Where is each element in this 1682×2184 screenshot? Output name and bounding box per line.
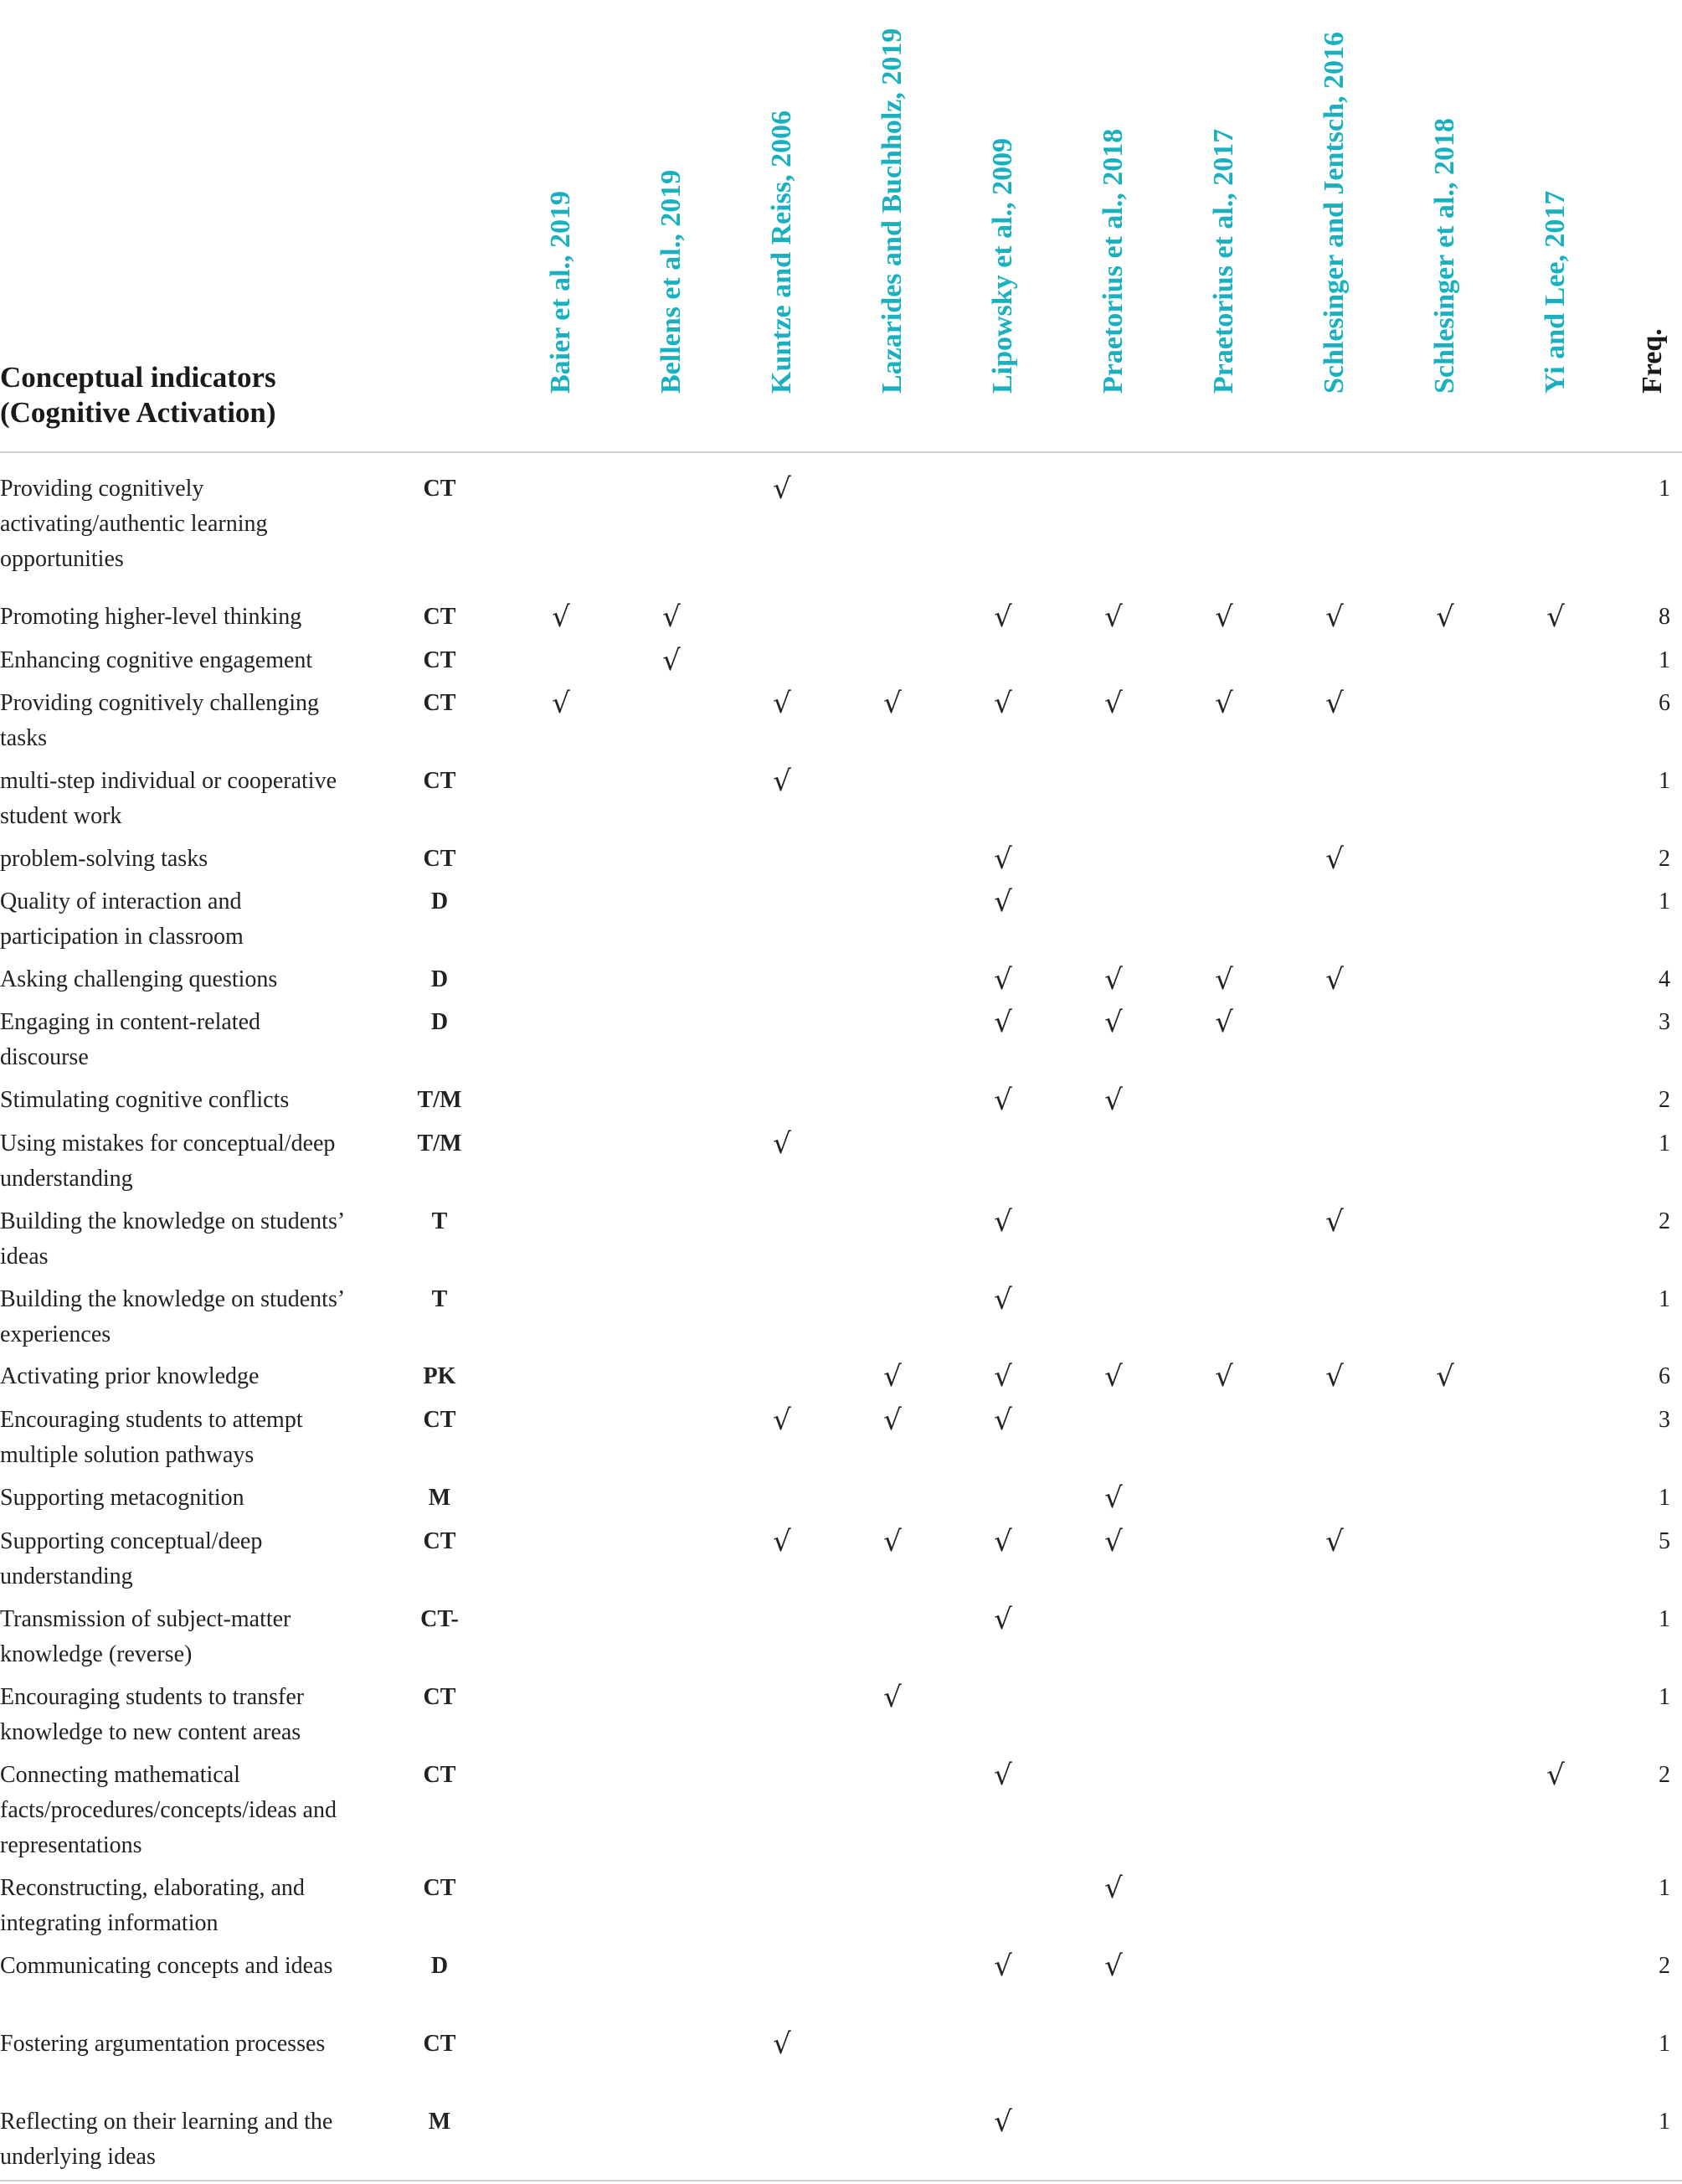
check-mark: √ xyxy=(994,687,1012,720)
table-row xyxy=(0,1481,1682,1516)
table-row xyxy=(0,1126,1682,1197)
table-header xyxy=(0,0,1682,452)
indicator-label: Connecting mathematical facts/procedures/concepts/ideas and representations xyxy=(0,1762,337,1858)
frequency-value: 2 xyxy=(1659,1953,1670,1979)
check-mark: √ xyxy=(773,1404,791,1437)
column-header-author: Lazarides and Buchholz, xyxy=(877,92,908,394)
check-mark: √ xyxy=(994,1360,1012,1393)
check-mark: √ xyxy=(1104,1950,1123,1983)
indicator-label: Building the knowledge on students’ ideas xyxy=(0,1208,344,1270)
column-header-author: Yi and Lee, xyxy=(1540,255,1571,394)
check-mark: √ xyxy=(1436,1360,1454,1393)
check-mark: √ xyxy=(994,1525,1012,1558)
indicator-code: CT xyxy=(423,1684,456,1710)
indicator-code: CT xyxy=(423,604,456,630)
frequency-value: 4 xyxy=(1659,966,1670,992)
check-mark: √ xyxy=(994,885,1012,919)
indicator-label: Transmission of subject-matter knowledge (reverse) xyxy=(0,1606,291,1667)
indicator-label: Providing cognitively challenging tasks xyxy=(0,690,320,751)
check-mark: √ xyxy=(1325,1360,1344,1393)
frequency-value: 6 xyxy=(1659,1363,1670,1389)
indicator-code: T xyxy=(431,1286,448,1312)
indicator-label: Asking challenging questions xyxy=(0,966,278,992)
frequency-value: 1 xyxy=(1659,1875,1670,1901)
check-mark: √ xyxy=(994,1084,1012,1117)
table-row xyxy=(0,962,1682,997)
frequency-value: 2 xyxy=(1659,1087,1670,1113)
column-header-author: Schlesinger and Jentsch, xyxy=(1319,95,1350,394)
frequency-value: 1 xyxy=(1659,1286,1670,1312)
frequency-value: 6 xyxy=(1659,690,1670,716)
check-mark: √ xyxy=(773,687,791,720)
table-row xyxy=(0,1083,1682,1118)
table-title xyxy=(0,360,276,430)
check-mark: √ xyxy=(1215,1360,1233,1393)
column-header-author: Schlesinger et al., xyxy=(1429,182,1460,394)
indicator-code: M xyxy=(428,1485,451,1511)
table-row xyxy=(0,1524,1682,1594)
table-row xyxy=(0,686,1682,756)
frequency-value: 1 xyxy=(1659,1131,1670,1156)
indicator-label: Supporting conceptual/deep understanding xyxy=(0,1528,263,1589)
indicator-code: D xyxy=(430,966,449,992)
indicator-code: PK xyxy=(423,1363,456,1389)
check-mark: √ xyxy=(994,1404,1012,1437)
indicator-label: Building the knowledge on students’ experiences xyxy=(0,1286,344,1347)
check-mark: √ xyxy=(552,687,570,720)
indicator-label: Using mistakes for conceptual/deep understanding xyxy=(0,1131,336,1192)
check-mark: √ xyxy=(994,600,1012,634)
indicator-label: Activating prior knowledge xyxy=(0,1363,260,1389)
frequency-value: 5 xyxy=(1659,1528,1670,1554)
table-row xyxy=(0,1949,1682,2019)
indicator-label: Stimulating cognitive conflicts xyxy=(0,1087,290,1113)
check-mark: √ xyxy=(994,1006,1012,1039)
column-header-author: Bellens et al., xyxy=(656,234,687,394)
check-mark: √ xyxy=(773,2027,791,2061)
indicator-code: D xyxy=(430,889,449,914)
column-header-author: Praetorius et al., xyxy=(1208,193,1239,394)
indicator-label: Reconstructing, elaborating, and integrating information xyxy=(0,1875,305,1936)
indicator-code: CT xyxy=(423,846,456,872)
table-row xyxy=(0,471,1682,577)
check-mark: √ xyxy=(1325,600,1344,634)
column-header-year: 2017 xyxy=(1540,190,1571,248)
check-mark: √ xyxy=(994,2105,1012,2139)
frequency-value: 1 xyxy=(1659,1684,1670,1710)
table-row xyxy=(0,1758,1682,1863)
check-mark: √ xyxy=(1104,1006,1123,1039)
indicator-code: CT xyxy=(423,1875,456,1901)
column-header-author: Lipowsky et al., xyxy=(987,202,1018,394)
check-mark: √ xyxy=(773,1127,791,1161)
indicator-code: CT xyxy=(423,647,456,673)
frequency-value: 1 xyxy=(1659,1606,1670,1632)
check-mark: √ xyxy=(994,1283,1012,1316)
check-mark: √ xyxy=(1325,1205,1344,1239)
column-header-author: Baier et al., xyxy=(545,255,576,394)
indicator-code: CT xyxy=(423,1528,456,1554)
check-mark: √ xyxy=(773,1525,791,1558)
check-mark: √ xyxy=(773,765,791,798)
indicator-code: D xyxy=(430,1953,449,1979)
check-mark: √ xyxy=(883,1360,902,1393)
check-mark: √ xyxy=(1215,600,1233,634)
indicator-label: Quality of interaction and participation in classroom xyxy=(0,889,244,950)
bottom-divider xyxy=(0,2180,1682,2181)
table-title-line2: (Cognitive Activation) xyxy=(0,396,276,429)
check-mark: √ xyxy=(1325,963,1344,997)
table-row xyxy=(0,1359,1682,1394)
frequency-value: 1 xyxy=(1659,768,1670,794)
indicator-code: CT xyxy=(423,1407,456,1433)
frequency-value: 1 xyxy=(1659,647,1670,673)
check-mark: √ xyxy=(1215,963,1233,997)
frequency-value: 1 xyxy=(1659,2109,1670,2135)
indicator-label: Reflecting on their learning and the underlying ideas xyxy=(0,2109,333,2170)
check-mark: √ xyxy=(1546,1759,1565,1792)
table-row xyxy=(0,1282,1682,1352)
check-mark: √ xyxy=(1104,963,1123,997)
check-mark: √ xyxy=(1104,1525,1123,1558)
check-mark: √ xyxy=(994,1603,1012,1636)
table-row xyxy=(0,2027,1682,2097)
frequency-value: 1 xyxy=(1659,1485,1670,1511)
table-row xyxy=(0,764,1682,834)
frequency-value: 1 xyxy=(1659,2031,1670,2057)
indicator-code: D xyxy=(430,1009,449,1035)
check-mark: √ xyxy=(1104,1084,1123,1117)
frequency-value: 3 xyxy=(1659,1407,1670,1433)
table-row xyxy=(0,842,1682,877)
frequency-value: 2 xyxy=(1659,1208,1670,1234)
frequency-value: 3 xyxy=(1659,1009,1670,1035)
column-header-year: 2016 xyxy=(1319,32,1350,90)
indicator-label: Engaging in content-related discourse xyxy=(0,1009,260,1070)
check-mark: √ xyxy=(883,1681,902,1714)
check-mark: √ xyxy=(994,963,1012,997)
indicator-code: CT xyxy=(423,476,456,502)
table-row xyxy=(0,1680,1682,1750)
table-title-line1: Conceptual indicators xyxy=(0,361,276,394)
check-mark: √ xyxy=(994,842,1012,876)
column-header-author: Kuntze and Reiss, xyxy=(766,174,797,394)
check-mark: √ xyxy=(1104,600,1123,634)
frequency-value: 2 xyxy=(1659,1762,1670,1788)
check-mark: √ xyxy=(994,1205,1012,1239)
frequency-value: 2 xyxy=(1659,846,1670,872)
check-mark: √ xyxy=(662,600,681,634)
indicator-label: Enhancing cognitive engagement xyxy=(0,647,313,673)
frequency-value: 1 xyxy=(1659,889,1670,914)
column-header-year: 2019 xyxy=(877,28,908,85)
indicator-label: Providing cognitively activating/authentic learning opportunities xyxy=(0,476,268,572)
indicator-label: Communicating concepts and ideas xyxy=(0,1953,333,1979)
table-row xyxy=(0,600,1682,635)
indicator-code: CT xyxy=(423,1762,456,1788)
check-mark: √ xyxy=(994,1759,1012,1792)
indicator-label: multi-step individual or cooperative student work xyxy=(0,768,337,829)
indicator-code: CT xyxy=(423,690,456,716)
indicator-label: Encouraging students to attempt multiple solution pathways xyxy=(0,1407,303,1468)
table-row xyxy=(0,1403,1682,1473)
column-header-year: 2018 xyxy=(1098,128,1129,186)
indicator-code: CT xyxy=(423,768,456,794)
indicator-code: T xyxy=(431,1208,448,1234)
check-mark: √ xyxy=(1546,600,1565,634)
table-row xyxy=(0,1005,1682,1075)
table-row xyxy=(0,643,1682,678)
column-header-year: 2019 xyxy=(545,190,576,248)
table-row xyxy=(0,1602,1682,1672)
indicator-code: M xyxy=(428,2109,451,2135)
column-header-year: 2017 xyxy=(1208,128,1239,186)
table-row xyxy=(0,1871,1682,1941)
check-mark: √ xyxy=(994,1950,1012,1983)
check-mark: √ xyxy=(1104,1481,1123,1515)
column-header-year: 2006 xyxy=(766,110,797,167)
indicator-label: Promoting higher-level thinking xyxy=(0,604,302,630)
check-mark: √ xyxy=(1325,687,1344,720)
header-divider xyxy=(0,451,1682,453)
table-row xyxy=(0,884,1682,955)
check-mark: √ xyxy=(1104,1360,1123,1393)
indicator-code: T/M xyxy=(417,1131,462,1156)
check-mark: √ xyxy=(1325,842,1344,876)
indicator-label: Fostering argumentation processes xyxy=(0,2031,326,2057)
column-header-author: Praetorius et al., xyxy=(1098,193,1129,394)
indicator-label: Encouraging students to transfer knowledge to new content areas xyxy=(0,1684,305,1745)
check-mark: √ xyxy=(773,472,791,506)
check-mark: √ xyxy=(1215,1006,1233,1039)
frequency-value: 1 xyxy=(1659,476,1670,502)
check-mark: √ xyxy=(883,1525,902,1558)
indicator-code: CT- xyxy=(420,1606,459,1632)
check-mark: √ xyxy=(1104,1872,1123,1905)
indicator-code: CT xyxy=(423,2031,456,2057)
check-mark: √ xyxy=(552,600,570,634)
column-header-year: 2009 xyxy=(987,137,1018,195)
column-header-year: 2018 xyxy=(1429,118,1460,176)
table-row xyxy=(0,2104,1682,2175)
check-mark: √ xyxy=(883,1404,902,1437)
check-mark: √ xyxy=(1436,600,1454,634)
check-mark: √ xyxy=(662,644,681,677)
indicator-code: T/M xyxy=(417,1087,462,1113)
indicator-label: Supporting metacognition xyxy=(0,1485,244,1511)
check-mark: √ xyxy=(1215,687,1233,720)
check-mark: √ xyxy=(1325,1525,1344,1558)
indicator-label: problem-solving tasks xyxy=(0,846,208,872)
column-header-year: 2019 xyxy=(656,169,687,227)
check-mark: √ xyxy=(883,687,902,720)
frequency-value: 8 xyxy=(1659,604,1670,630)
check-mark: √ xyxy=(1104,687,1123,720)
freq-header-label: Freq. xyxy=(1637,328,1668,394)
table-row xyxy=(0,1204,1682,1275)
